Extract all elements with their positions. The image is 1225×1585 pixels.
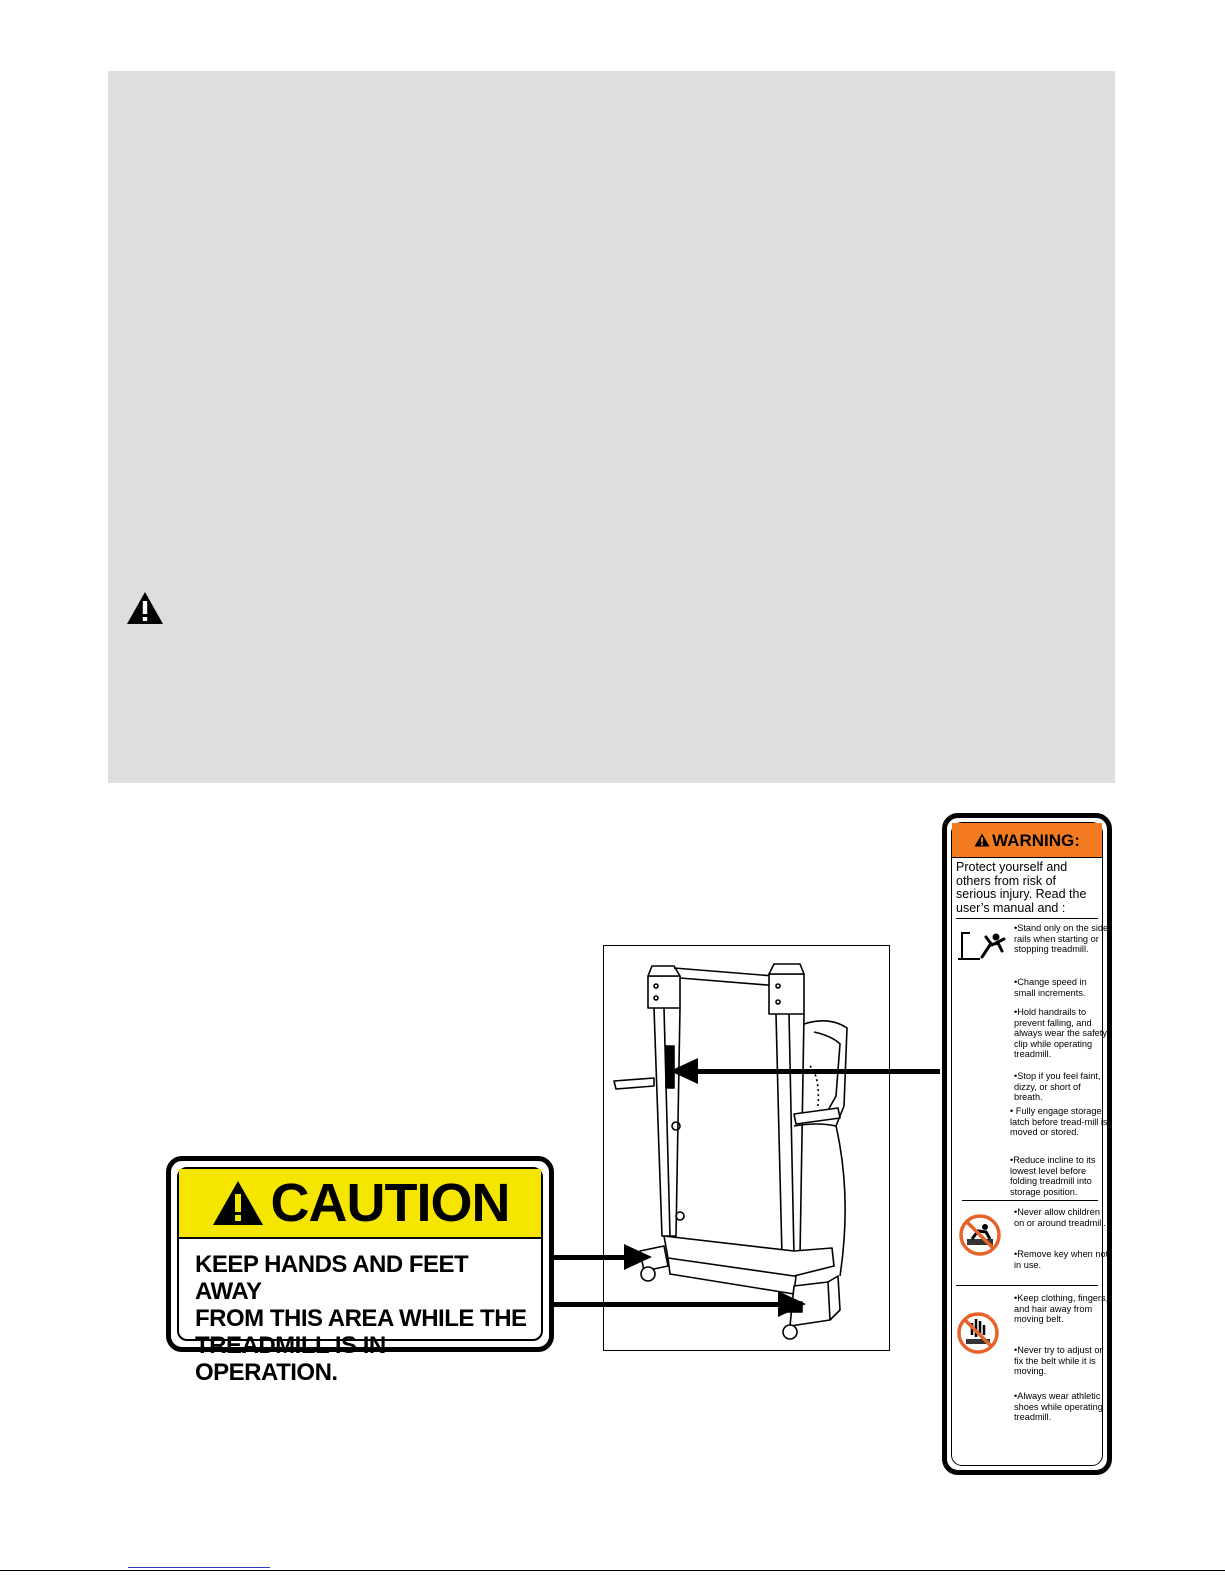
caution-line: FROM THIS AREA WHILE THE xyxy=(195,1305,527,1332)
warning-bullet: •Stand only on the side rails when starting or stopping treadmill. xyxy=(1014,923,1109,954)
warning-bullet: •Always wear athletic shoes while operating treadmill. xyxy=(1014,1391,1103,1422)
caution-label xyxy=(166,1156,554,1386)
warning-bullet: •Reduce incline to its lowest level before folding treadmill into storage position. xyxy=(1010,1155,1096,1197)
warning-intro: Protect yourself and others from risk of serious injury. Read the user’s manual and : xyxy=(956,860,1087,915)
warning-title: WARNING: xyxy=(992,830,1080,850)
warning-bullet: •Never try to adjust or fix the belt while it is moving. xyxy=(1014,1345,1103,1376)
divider xyxy=(956,1285,1098,1286)
warning-bullet: •Remove key when not in use. xyxy=(1014,1249,1109,1270)
no-children-icon xyxy=(958,1213,1002,1257)
divider xyxy=(962,1200,1098,1201)
caution-title: CAUTION xyxy=(270,1173,510,1233)
alert-triangle-icon xyxy=(974,833,990,847)
warning-bullet: •Keep clothing, fingers, and hair away from moving belt. xyxy=(1014,1293,1109,1324)
warning-header xyxy=(952,823,1102,858)
warning-bullet: •Change speed in small increments. xyxy=(1014,977,1087,998)
footer-link-underline xyxy=(128,1567,270,1568)
warning-bullet: •Stop if you feel faint, dizzy, or short of breath. xyxy=(1014,1071,1101,1102)
pointer-arrow-icon xyxy=(670,1058,698,1084)
page-bottom-rule xyxy=(0,1570,1225,1571)
fall-hazard-icon xyxy=(956,929,1006,961)
no-hands-belt-icon xyxy=(956,1311,1000,1355)
caution-line: KEEP HANDS AND FEET AWAY xyxy=(195,1251,469,1305)
alert-triangle-icon xyxy=(211,1179,265,1227)
warning-label xyxy=(942,813,1112,1475)
caution-message xyxy=(179,1239,541,1386)
warning-bullet: •Hold handrails to prevent falling, and always wear the safety clip while operating treadmill. xyxy=(1014,1007,1107,1059)
warning-bullet: •Never allow children on or around treadmill. xyxy=(1014,1207,1106,1228)
caution-line: TREADMILL IS IN OPERATION. xyxy=(195,1332,386,1386)
caution-header xyxy=(179,1169,541,1239)
divider xyxy=(956,918,1098,919)
warning-bullet: • Fully engage storage latch before tread-mill is moved or stored. xyxy=(1010,1106,1108,1137)
